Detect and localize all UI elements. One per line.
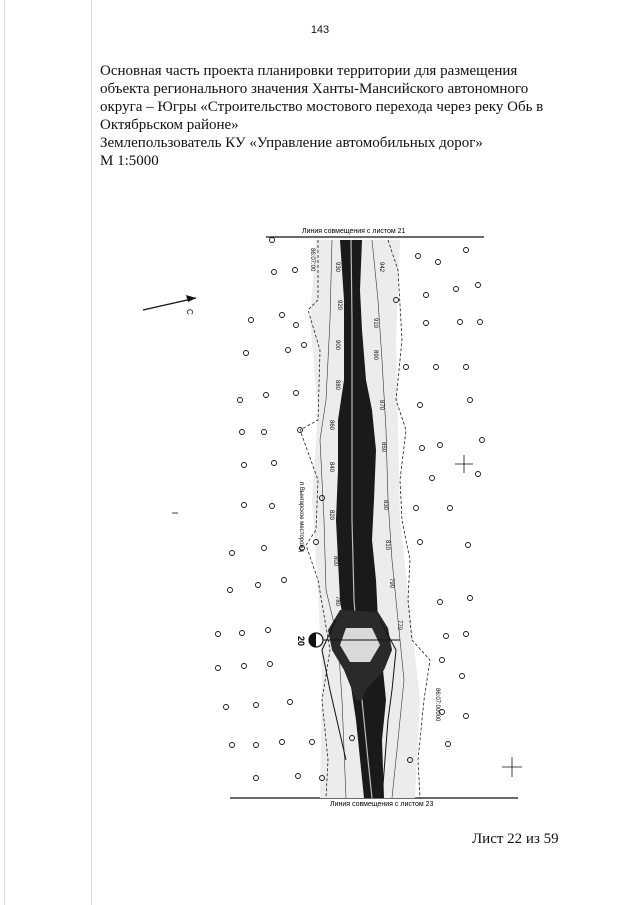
picket-label: 790 <box>388 578 394 589</box>
sheet-number: Лист 22 из 59 <box>472 831 559 847</box>
picket-label: 880 <box>334 380 340 391</box>
road-name-label: п Вынгарское месторожд <box>298 482 304 552</box>
header-land-user: Землепользователь КУ «Управление автомобильных дорог» <box>100 135 483 151</box>
north-arrow-icon <box>186 295 196 302</box>
picket-label: 900 <box>334 340 340 351</box>
picket-label: 850 <box>380 442 386 453</box>
picket-label: 910 <box>372 318 378 329</box>
picket-label: 830 <box>382 500 388 511</box>
picket-label: 920 <box>336 300 342 311</box>
picket-label: 930 <box>334 262 340 273</box>
picket-label: 870 <box>378 400 384 411</box>
header-line-4: Октябрьском районе» <box>100 117 239 133</box>
picket-label: 840 <box>328 462 334 473</box>
north-arrow-label: С <box>185 309 194 315</box>
picket-label: 860 <box>328 420 334 431</box>
picket-label: 800 <box>332 556 338 567</box>
survey-point-number: 20 <box>296 636 306 647</box>
picket-label: 770 <box>396 620 402 631</box>
parcel-label-right: 86:07:00000 <box>434 688 440 722</box>
header-line-3: округа – Югры «Строительство мостового перехода через реку Обь в <box>100 99 544 115</box>
top-match-line-label: Линия совмещения с листом 21 <box>302 228 406 235</box>
header-line-2: объекта регионального значения Ханты-Мансийского автономного <box>100 81 529 97</box>
bottom-match-line-label: Линия совмещения с листом 23 <box>330 801 434 808</box>
picket-label: 942 <box>378 262 384 273</box>
picket-label: 820 <box>328 510 334 521</box>
header-line-1: Основная часть проекта планировки территории для размещения <box>100 63 518 79</box>
survey-point-half-fill <box>309 633 316 647</box>
parcel-label-left: 86:07:00 <box>309 248 315 272</box>
picket-label: 780 <box>334 596 340 607</box>
picket-label: 810 <box>384 540 390 551</box>
page-number: 143 <box>310 24 330 36</box>
picket-label: 890 <box>372 350 378 361</box>
header-scale: М 1:5000 <box>100 153 159 169</box>
